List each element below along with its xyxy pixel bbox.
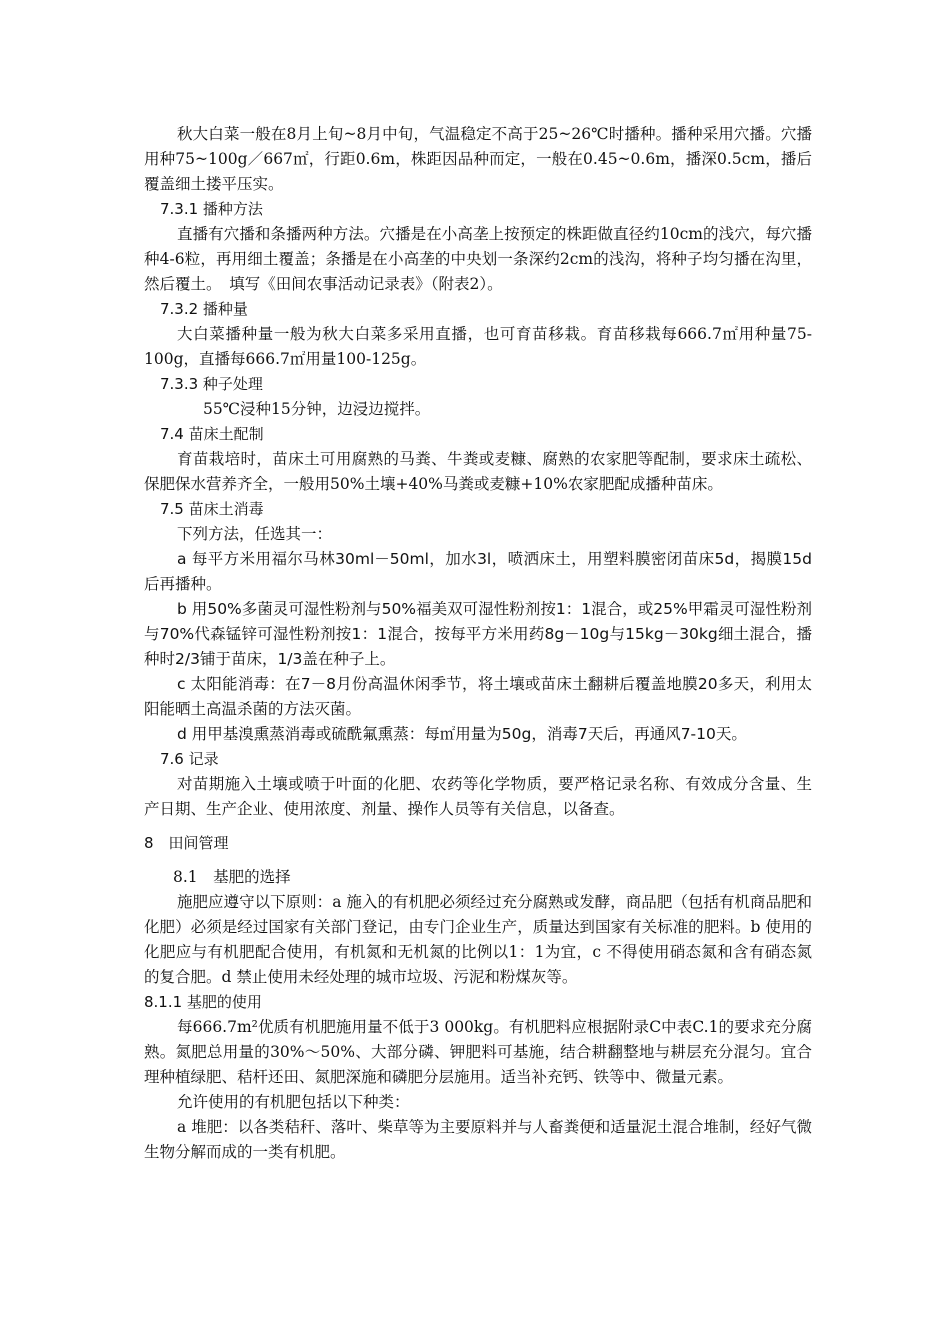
document-body [144,122,812,1165]
heading-8-1: 8.1 基肥的选择 [173,868,291,886]
paragraph-base-fertilizer-use: 每666.7m²优质有机肥施用量不低于3 000kg。有机肥料应根据附录C中表C.1的要求充分腐熟。氮肥总用量的30%～50%、大部分磷、钾肥料可基施，结合耕翻整地与耕层充分混匀。宜合理种植绿肥、秸杆还田、氮肥深施和磷肥分层施用。适当补充钙、铁等中、微量元素。 [144,1018,812,1086]
heading-8-1-1: 8.1.1 基肥的使用 [144,993,262,1011]
paragraph-method-a: a 每平方米用福尔马林30ml－50ml，加水3l，喷洒床土，用塑料膜密闭苗床5d，揭膜15d后再播种。 [144,550,812,593]
paragraph-method-d: d 用甲基溴熏蒸消毒或硫酰氟熏蒸：每㎡用量为50g，消毒7天后，再通风7-10天。 [177,725,747,743]
paragraph-method-c: c 太阳能消毒：在7－8月份高温休闲季节，将土壤或苗床土翻耕后覆盖地膜20多天，利用太阳能晒土高温杀菌的方法灭菌。 [144,675,812,718]
paragraph-compost: a 堆肥：以各类秸秆、落叶、柴草等为主要原料并与人畜粪便和适量泥土混合堆制，经好气微生物分解而成的一类有机肥。 [144,1118,812,1161]
paragraph-methods-intro: 下列方法，任选其一： [177,525,333,543]
paragraph-seed-treatment: 55℃浸种15分钟，边浸边搅拌。 [203,400,431,418]
heading-7-3-1: 7.3.1 播种方法 [160,200,263,218]
heading-7-6: 7.6 记录 [160,750,219,768]
paragraph-fertilizer-principles: 施肥应遵守以下原则：a 施入的有机肥必须经过充分腐熟或发酵，商品肥（包括有机商品肥和化肥）必须是经过国家有关部门登记，由专门企业生产，质量达到国家有关标准的肥料。b 使用的化肥应与有机肥配合使用，有机氮和无机氮的比例以1：1为宜，c 不得使用硝态氮和含有硝态氮的复合肥。d 禁止使用未经处理的城市垃圾、污泥和粉煤灰等。 [144,893,812,986]
heading-7-3-3: 7.3.3 种子处理 [160,375,263,393]
paragraph-allowed-organic: 允许使用的有机肥包括以下种类： [177,1093,410,1111]
heading-7-4: 7.4 苗床土配制 [160,425,264,443]
paragraph-records: 对苗期施入土壤或喷于叶面的化肥、农药等化学物质，要严格记录名称、有效成分含量、生产日期、生产企业、使用浓度、剂量、操作人员等有关信息，以备查。 [144,775,812,818]
heading-8: 8 田间管理 [144,834,229,852]
paragraph-sowing-time: 秋大白菜一般在8月上旬~8月中旬，气温稳定不高于25~26℃时播种。播种采用穴播。穴播用种75~100g／667㎡，行距0.6m，株距因品种而定，一般在0.45~0.6m，播深0.5cm，播后覆盖细土搂平压实。 [144,125,812,193]
paragraph-seedbed-soil: 育苗栽培时，苗床土可用腐熟的马粪、牛粪或麦糠、腐熟的农家肥等配制，要求床土疏松、保肥保水营养齐全，一般用50%土壤+40%马粪或麦糠+10%农家肥配成播种苗床。 [144,450,812,493]
paragraph-sowing-method: 直播有穴播和条播两种方法。穴播是在小高垄上按预定的株距做直径约10cm的浅穴，每穴播种4-6粒，再用细土覆盖；条播是在小高垄的中央划一条深约2cm的浅沟，将种子均匀播在沟里，然后覆土。 填写《田间农事活动记录表》（附表2）。 [144,225,812,293]
paragraph-method-b: b 用50%多菌灵可湿性粉剂与50%福美双可湿性粉剂按1：1混合，或25%甲霜灵可湿性粉剂与70%代森锰锌可湿性粉剂按1：1混合，按每平方米用药8g－10g与15kg－30kg细土混合，播种时2/3铺于苗床，1/3盖在种子上。 [144,600,812,668]
heading-7-5: 7.5 苗床土消毒 [160,500,264,518]
heading-7-3-2: 7.3.2 播种量 [160,300,248,318]
paragraph-seed-amount: 大白菜播种量一般为秋大白菜多采用直播，也可育苗移栽。育苗移栽每666.7㎡用种量75-100g，直播每666.7㎡用量100-125g。 [144,325,812,368]
